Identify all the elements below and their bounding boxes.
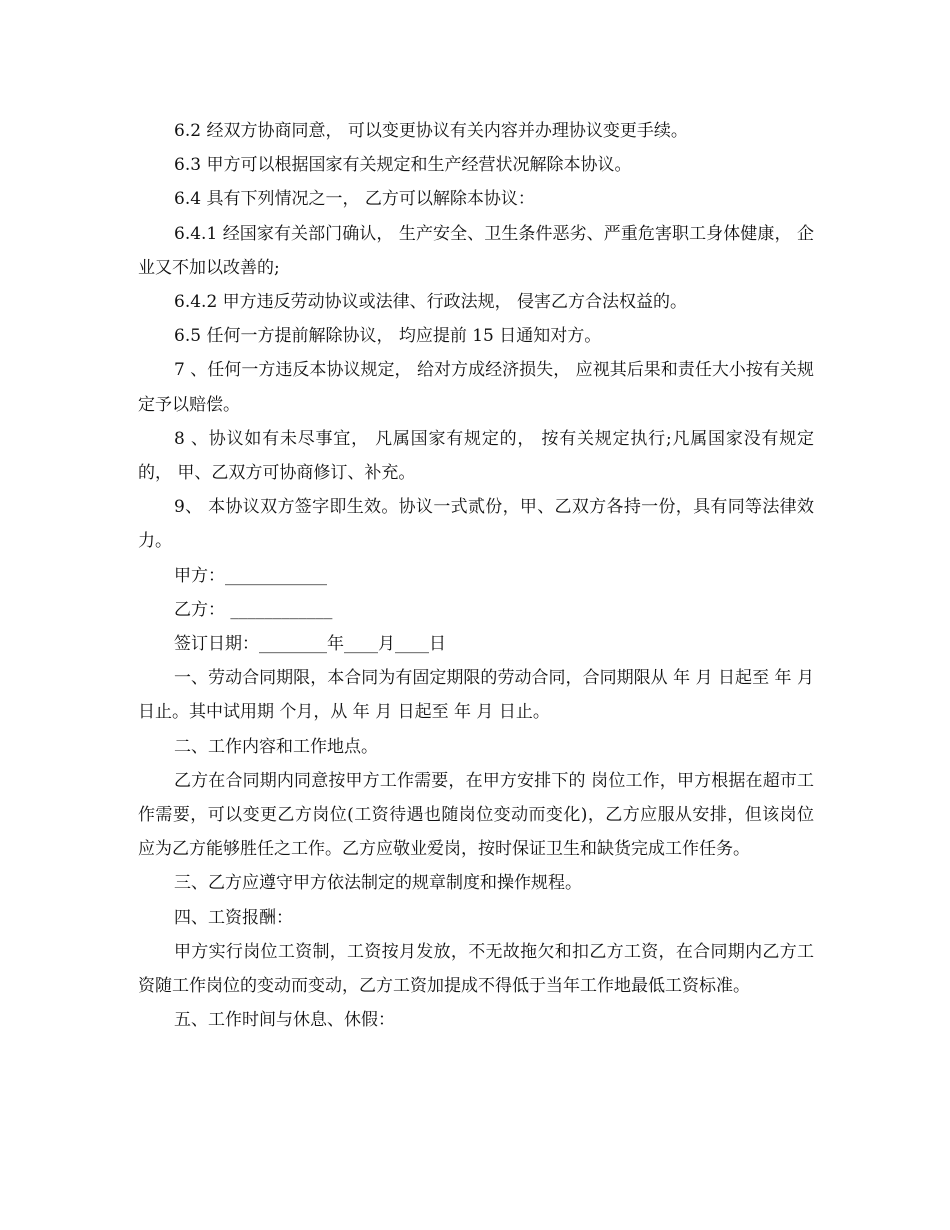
party-a-signature-line: 甲方：____________	[174, 565, 327, 586]
section-2-body: 乙方在合同期内同意按甲方工作需要，在甲方安排下的 岗位工作，甲方根据在超市工作需要，可以变更乙方岗位(工资待遇也随岗位变动而变化)，乙方应服从安排，但该岗位应为乙方能够胜任之工作。乙方应敬业爱岗，按时保证卫生和缺货完成工作任务。	[138, 770, 814, 860]
clause-7: 7 、任何一方违反本协议规定， 给对方成经济损失， 应视其后果和责任大小按有关规定予以赔偿。	[138, 360, 814, 415]
contract-text	[138, 114, 820, 1037]
clause-6-4-2: 6.4.2 甲方违反劳动协议或法律、行政法规， 侵害乙方合法权益的。	[174, 292, 688, 313]
clause-6-4-1: 6.4.1 经国家有关部门确认， 生产安全、卫生条件恶劣、严重危害职工身体健康， 企业又不加以改善的;	[138, 223, 814, 278]
section-2-heading: 二、工作内容和工作地点。	[174, 736, 378, 757]
signing-date-line: 签订日期：________年____月____日	[174, 634, 446, 655]
clause-6-3: 6.3 甲方可以根据国家有关规定和生产经营状况解除本协议。	[174, 155, 632, 176]
clause-6-2: 6.2 经双方协商同意， 可以变更协议有关内容并办理协议变更手续。	[174, 121, 688, 141]
section-3-rules: 三、乙方应遵守甲方依法制定的规章制度和操作规程。	[174, 873, 582, 894]
clause-6-5: 6.5 任何一方提前解除协议， 均应提前 15 日通知对方。	[174, 326, 602, 347]
section-4-body: 甲方实行岗位工资制，工资按月发放，不无故拖欠和扣乙方工资，在合同期内乙方工资随工作岗位的变动而变动，乙方工资加提成不得低于当年工作地最低工资标准。	[138, 941, 814, 997]
section-5-heading: 五、工作时间与休息、休假：	[174, 1010, 395, 1031]
section-1-contract-term: 一、劳动合同期限，本合同为有固定期限的劳动合同，合同期限从 年 月 日起至 年 月 日止。其中试用期 个月，从 年 月 日起至 年 月 日止。	[138, 668, 820, 723]
section-4-heading: 四、工资报酬：	[174, 907, 293, 928]
clause-9: 9、 本协议双方签字即生效。协议一式贰份，甲、乙双方各持一份，具有同等法律效力。	[138, 497, 814, 552]
party-b-signature-line: 乙方： ____________	[174, 599, 333, 620]
clause-8: 8 、协议如有未尽事宜， 凡属国家有规定的， 按有关规定执行;凡属国家没有规定的， 甲、乙双方可协商修订、补充。	[138, 428, 814, 484]
clause-6-4: 6.4 具有下列情况之一， 乙方可以解除本协议：	[174, 189, 535, 210]
